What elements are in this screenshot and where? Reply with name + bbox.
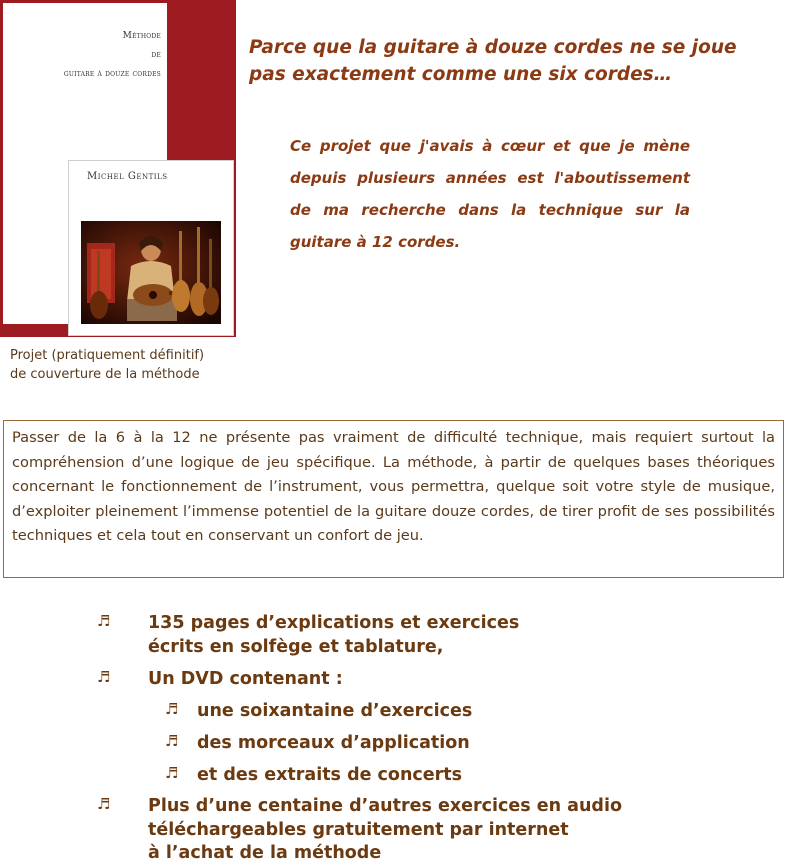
cover-author: Michel Gentils — [87, 171, 168, 182]
description-text: Passer de la 6 à la 12 ne présente pas vraiment de difficulté technique, mais requiert surtout la compréhension d’une logique de jeu spécifique. La méthode, à partir de quelques bases théoriques concernant le fonctionnement de l’instrument, vous permettra, quelque soit votre style de musique, d’exploiter pleinement l’immense potentiel de la guitare douze cordes, de tirer profit de ses possibilités techniques et cela tout en conservant un confort de jeu. — [12, 429, 775, 544]
description-box — [3, 420, 784, 578]
cover-photo — [81, 221, 221, 324]
feature-dvd-pieces: des morceaux d’application — [197, 733, 470, 753]
cover-title-line-2: de — [151, 50, 161, 60]
cover-title-line-3: guitare à douze cordes — [63, 69, 161, 79]
feature-dvd-concerts: et des extraits de concerts — [197, 765, 463, 785]
cover-author-card — [68, 160, 234, 336]
music-note-icon: ♬ — [97, 795, 111, 813]
cover-caption-line-2: de couverture de la méthode — [10, 367, 200, 382]
cover-title-line-1: Méthode — [122, 31, 161, 41]
feature-pages-line-1: 135 pages d’explications et exercices — [148, 613, 520, 633]
book-cover — [0, 0, 236, 337]
feature-audio-line-2: téléchargeables gratuitement par internet — [148, 820, 569, 840]
cover-title — [11, 27, 161, 84]
headline-line-2: pas exactement comme une six cordes… — [249, 64, 673, 85]
feature-dvd-exercises: une soixantaine d’exercices — [197, 701, 473, 721]
music-note-icon: ♬ — [97, 612, 111, 630]
cover-caption — [10, 346, 204, 384]
guitarist-photo — [81, 221, 221, 324]
music-note-icon: ♬ — [165, 700, 179, 718]
feature-audio-line-3: à l’achat de la méthode — [148, 843, 382, 863]
feature-pages-line-2: écrits en solfège et tablature, — [148, 637, 444, 657]
page-headline — [249, 34, 774, 88]
cover-caption-line-1: Projet (pratiquement définitif) — [10, 348, 205, 363]
feature-audio-line-1: Plus d’une centaine d’autres exercices en audio — [148, 796, 622, 816]
music-note-icon: ♬ — [165, 732, 179, 750]
music-note-icon: ♬ — [165, 764, 179, 782]
author-quote: Ce projet que j'avais à cœur et que je mène depuis plusieurs années est l'aboutissement de ma recherche dans la technique sur la guitare à 12 cordes. — [290, 137, 690, 251]
music-note-icon: ♬ — [97, 668, 111, 686]
headline-line-1: Parce que la guitare à douze cordes ne se joue — [249, 37, 737, 58]
feature-dvd: Un DVD contenant : — [148, 669, 343, 689]
